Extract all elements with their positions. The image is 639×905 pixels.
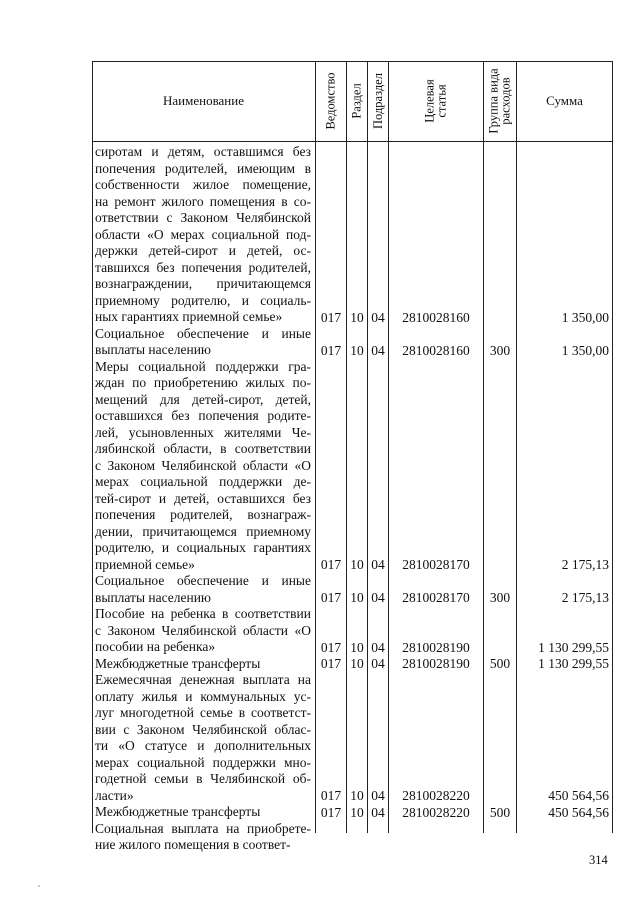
row-name [92,821,315,854]
row-name-line: ти «О статусе и дополнительных [95,738,311,753]
row-name-line: тавшихся без попечения родителей, [95,259,311,275]
row-section: 10 [350,342,364,358]
row-name-line: оставшихся без попечения родите- [95,408,311,423]
row-name-line: с Законом Челябинской области «О [95,457,311,473]
row-section: 10 [350,639,364,655]
row-name [92,326,315,359]
header-subsection-label: Подраздел [371,73,385,129]
row-department: 017 [320,557,342,572]
row-name-line: выплаты населению [95,342,212,357]
row-section: 10 [350,557,364,572]
row-name-line: пособии на ребенка» [95,639,216,654]
row-name-line: Меры социальной поддержки гра- [95,358,311,374]
row-subsection: 04 [371,656,385,671]
row-section: 10 [350,590,364,605]
header-section-label: Раздел [350,83,365,119]
row-name-line: вии с Законом Челябинской облас- [95,721,311,737]
header-target-line2: статья [435,84,449,118]
row-target: 2810028190 [402,639,470,655]
row-name-line: попечения родителей, вознаграж- [95,507,311,522]
row-target: 2810028170 [402,590,470,605]
row-amount: 1 350,00 [561,309,609,325]
row-department: 017 [320,309,342,325]
header-group-label [488,68,512,133]
row-name-line: мерах социальной поддержки де- [95,474,311,489]
row-amount: 450 564,56 [548,804,609,820]
row-name-line: приемному родителю, и социаль- [95,292,311,308]
row-name-line: лей, усыновленных жителями Че- [95,424,311,440]
row-name [92,804,315,821]
row-amount: 1 350,00 [561,342,609,358]
row-amount: 450 564,56 [548,788,609,803]
row-subsection: 04 [371,309,385,325]
row-group: 500 [489,656,511,671]
row-department: 017 [320,788,342,803]
row-name-line: попечения родителей, имеющим в [95,160,311,176]
row-name-line: мерах социальной поддержки мно- [95,754,311,770]
row-name [92,359,315,574]
header-amount-label: Сумма [546,93,583,108]
row-amount: 1 130 299,55 [538,639,609,655]
row-name [92,656,315,673]
row-name [92,144,315,326]
row-subsection: 04 [371,788,385,803]
row-name-line: ласти» [95,787,134,803]
row-name-line: лябинской области, в соответствии [95,441,311,456]
row-name-line: вознаграждении, причитающемся [95,276,311,291]
scan-speck [38,885,40,887]
row-subsection: 04 [371,590,385,605]
row-name-line: ответствии с Законом Челябинской [95,210,311,225]
header-group-line1: Группа вида [487,68,502,134]
row-name-line: тей-сирот и детей, оставшихся без [95,490,311,506]
page-number: 314 [589,853,608,867]
row-subsection: 04 [371,804,385,820]
row-subsection: 04 [371,557,385,572]
row-amount: 2 175,13 [561,557,609,572]
row-department: 017 [320,804,342,820]
row-target: 2810028220 [402,804,470,820]
header-amount [517,61,612,141]
row-name-line: держки детей-сирот и детей, ос- [95,243,311,258]
row-section: 10 [350,804,364,820]
row-name-line: ждан по приобретению жилых по- [95,375,311,390]
header-subsection [368,61,388,141]
row-department: 017 [320,639,342,655]
row-name [92,573,315,606]
header-group [484,61,516,141]
header-target [389,61,483,141]
row-target: 2810028160 [402,342,470,358]
row-name-line: на ремонт жилого помещения в со- [95,193,311,209]
row-name-line: Социальная выплата на приобрете- [95,820,311,836]
row-name-line: приемной семье» [95,556,195,572]
row-subsection: 04 [371,342,385,358]
row-section: 10 [350,656,364,671]
row-section: 10 [350,309,364,325]
row-name [92,672,315,804]
row-department: 017 [320,656,342,671]
row-name-line: собственности жилое помещение, [95,177,311,192]
row-target: 2810028160 [402,309,470,325]
row-department: 017 [320,590,342,605]
header-target-label [424,79,448,122]
row-section: 10 [350,788,364,803]
row-name [92,606,315,656]
row-amount: 1 130 299,55 [538,656,609,671]
row-name-line: годетной семьи в Челябинской об- [95,771,311,786]
header-department-label: Ведомство [324,72,338,130]
row-department: 017 [320,342,342,358]
row-name-line: Межбюджетные трансферты [95,804,261,819]
row-name-line: мещений для детей-сирот, детей, [95,391,311,407]
row-target: 2810028190 [402,656,470,671]
row-name-line: ных гарантиях приемной семье» [95,309,283,324]
row-name-line: луг многодетной семье в соответст- [95,705,311,720]
row-name-line: родителю, и социальных гарантиях [95,540,311,555]
row-amount: 2 175,13 [561,590,609,605]
budget-table [92,61,613,852]
row-target: 2810028220 [402,788,470,803]
header-name-label: Наименование [163,93,244,108]
row-name-line: дении, причитающемся приемному [95,523,311,539]
row-group: 300 [489,590,511,605]
row-name-line: с Законом Челябинской области «О [95,622,311,638]
row-name-line: Социальное обеспечение и иные [95,325,311,341]
header-name [92,61,315,141]
header-group-line2: расходов [499,77,514,125]
row-group: 300 [489,342,511,358]
header-department [316,61,346,141]
row-subsection: 04 [371,639,385,655]
row-name-line: ние жилого помещения в соответ- [95,837,291,852]
header-target-line1: Целевая [423,79,437,123]
row-group: 500 [489,804,511,820]
row-target: 2810028170 [402,557,470,572]
row-name-line: Ежемесячная денежная выплата на [95,672,311,687]
row-name-line: сиротам и детям, оставшимся без [95,144,311,159]
row-name-line: области «О мерах социальной под- [95,226,311,242]
row-name-line: Социальное обеспечение и иные [95,573,311,588]
row-name-line: Пособие на ребенка в соответствии [95,606,311,621]
row-name-line: Межбюджетные трансферты [95,655,261,671]
row-name-line: выплаты населению [95,589,212,605]
row-name-line: оплату жилья и коммунальных ус- [95,688,311,704]
header-section [347,61,367,141]
